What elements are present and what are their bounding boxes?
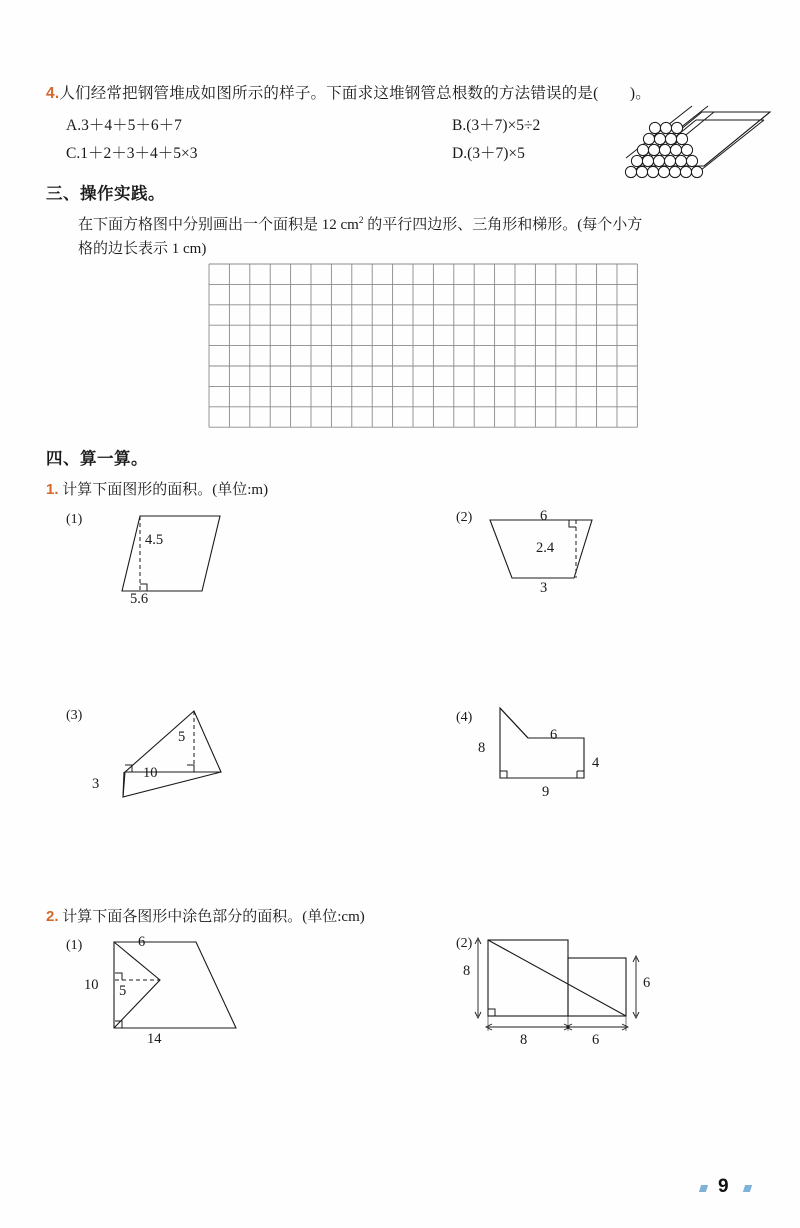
figure-1-1-label: (1)	[66, 512, 83, 527]
figure-1-4-label: (4)	[456, 710, 473, 725]
figure-2-2-bottom-left-label: 8	[520, 1032, 528, 1048]
section-4-q2-number: 2.	[46, 908, 59, 925]
section-4-heading: 四、算一算。	[46, 450, 148, 468]
figure-1-3-side-label: 3	[92, 776, 100, 792]
figure-2-1-left-label: 10	[84, 977, 99, 993]
figure-1-2-bottom-label: 3	[540, 580, 548, 596]
figure-1-1-base-label: 5.6	[130, 591, 149, 607]
section-3-instruction-part2: 的平行四边形、三角形和梯形。(每个小方	[363, 217, 643, 233]
section-4-q1-number: 1.	[46, 481, 59, 498]
figure-1-2-label: (2)	[456, 510, 473, 525]
figure-1-3-height-label: 5	[178, 729, 186, 745]
question-4-stem-line	[46, 82, 706, 105]
section-4-q1-text: 计算下面图形的面积。(单位:m)	[62, 482, 269, 498]
figure-2-1-top-label: 6	[138, 934, 146, 950]
page-number: 9	[718, 1176, 729, 1197]
drawing-grid[interactable]	[208, 263, 638, 428]
figure-1-3-label: (3)	[66, 708, 83, 723]
section-3-instruction	[78, 206, 718, 241]
question-4-option-d[interactable]: D.(3＋7)×5	[452, 145, 525, 162]
figure-1-3-base-label: 10	[143, 765, 158, 781]
figure-1-4-compound-polygon	[488, 700, 618, 795]
question-4-option-b[interactable]: B.(3＋7)×5÷2	[452, 117, 541, 134]
figure-1-4-left-label: 8	[478, 740, 486, 756]
section-3-heading: 三、操作实践。	[46, 185, 165, 203]
section-3-instruction-superscript: 2	[358, 216, 364, 226]
figure-1-3-compound-triangle	[86, 700, 236, 800]
figure-1-2-height-label: 2.4	[536, 540, 555, 556]
figure-1-4-bottom-label: 9	[542, 784, 550, 800]
section-4-q2-line	[46, 905, 365, 926]
figure-2-1-bottom-label: 14	[147, 1031, 162, 1047]
figure-2-2-bottom-right-label: 6	[592, 1032, 600, 1048]
figure-1-4-top-label: 6	[550, 727, 558, 743]
figure-2-1-inner-height-label: 5	[119, 983, 127, 999]
question-4-option-c[interactable]: C.1＋2＋3＋4＋5×3	[66, 145, 198, 162]
footer-right-mark-icon	[743, 1185, 752, 1192]
section-4-q2-text: 计算下面各图形中涂色部分的面积。(单位:cm)	[62, 909, 365, 925]
steel-pipe-stack-illustration	[618, 104, 778, 182]
figure-1-1-parallelogram	[100, 508, 230, 603]
figure-1-2-top-label: 6	[540, 508, 548, 524]
figure-2-2-label: (2)	[456, 936, 473, 951]
figure-1-4-right-label: 4	[592, 755, 600, 771]
figure-2-2-left-side-label: 8	[463, 963, 471, 979]
figure-2-1-label: (1)	[66, 938, 83, 953]
section-3-instruction-part1: 在下面方格图中分别画出一个面积是 12 cm	[78, 217, 359, 233]
page-footer	[700, 1176, 760, 1202]
section-4-q1-line	[46, 478, 268, 499]
section-3-instruction-line2: 格的边长表示 1 cm)	[78, 241, 207, 257]
question-4-number: 4.	[46, 85, 60, 102]
figure-1-1-height-label: 4.5	[145, 532, 164, 548]
question-4-option-a[interactable]: A.3＋4＋5＋6＋7	[66, 117, 182, 134]
question-4-block	[46, 82, 706, 105]
footer-left-mark-icon	[699, 1185, 708, 1192]
question-4-stem-text: 人们经常把钢管堆成如图所示的样子。下面求这堆钢管总根数的方法错误的是( )。	[59, 85, 651, 102]
figure-2-2-right-side-label: 6	[643, 975, 651, 991]
figure-2-2-two-squares-diagonal	[470, 932, 660, 1047]
